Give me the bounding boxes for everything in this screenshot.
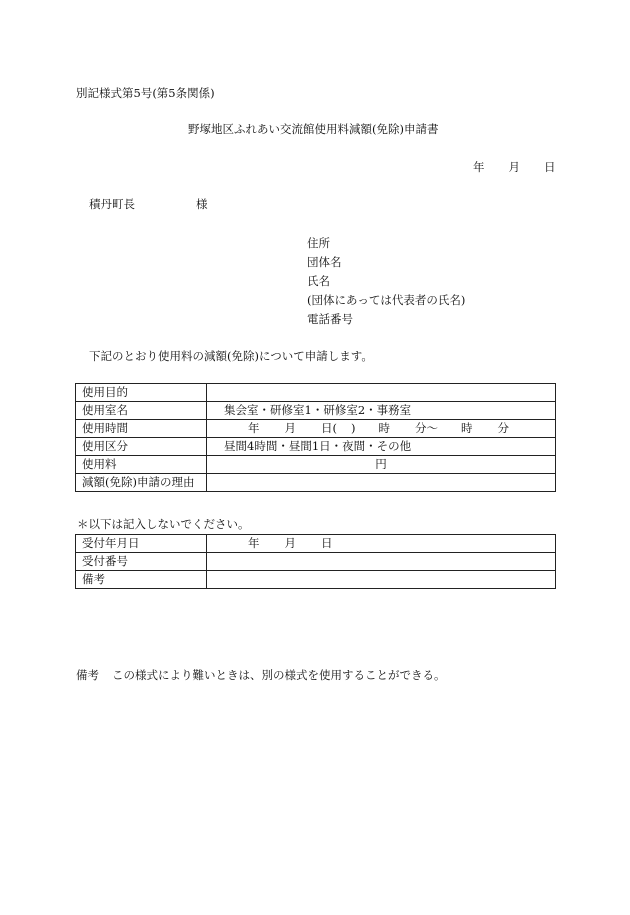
footer-text: この様式により難いときは、別の様式を使用することができる。 <box>112 668 446 682</box>
remarks-value <box>207 571 556 589</box>
received-date-value <box>207 535 556 553</box>
reason-value[interactable] <box>207 474 556 492</box>
applicant-group-label: 団体名 <box>307 255 342 269</box>
time-label: 使用時間 <box>76 420 207 438</box>
remarks-label: 備考 <box>76 571 207 589</box>
time-year: 年 <box>248 421 260 435</box>
date-line <box>473 160 556 175</box>
received-year: 年 <box>248 536 260 550</box>
addressee-name: 積丹町長 <box>89 197 135 211</box>
intro-text: 下記のとおり使用料の減額(免除)について申請します。 <box>89 349 373 363</box>
room-value[interactable]: 集会室・研修室1・研修室2・事務室 <box>207 402 556 420</box>
received-no-label: 受付番号 <box>76 553 207 571</box>
table-row <box>76 474 556 492</box>
addressee-honorific: 様 <box>196 197 208 211</box>
table-row <box>76 402 556 420</box>
received-day: 日 <box>321 536 333 550</box>
time-start-hour: 時 <box>378 421 390 435</box>
office-table <box>75 534 556 589</box>
received-month: 月 <box>284 536 296 550</box>
reason-label: 減額(免除)申請の理由 <box>76 474 207 492</box>
purpose-value[interactable] <box>207 384 556 402</box>
received-date-label: 受付年月日 <box>76 535 207 553</box>
form-number: 別記様式第5号(第5条関係) <box>76 86 215 100</box>
table-row <box>76 571 556 589</box>
fee-value[interactable]: 円 <box>207 456 556 474</box>
time-value[interactable] <box>207 420 556 438</box>
date-day: 日 <box>544 160 556 174</box>
purpose-label: 使用目的 <box>76 384 207 402</box>
table-row <box>76 456 556 474</box>
date-year: 年 <box>473 160 485 174</box>
document-title: 野塚地区ふれあい交流館使用料減額(免除)申請書 <box>188 122 439 136</box>
applicant-name-label: 氏名 <box>307 274 330 288</box>
received-no-value <box>207 553 556 571</box>
date-month: 月 <box>508 160 520 174</box>
table-row <box>76 384 556 402</box>
applicant-phone-label: 電話番号 <box>307 312 353 326</box>
footer-label: 備考 <box>76 668 99 682</box>
time-paren-close: ) <box>351 421 356 435</box>
applicant-rep-note: (団体にあっては代表者の氏名) <box>307 293 466 307</box>
time-month: 月 <box>284 421 296 435</box>
time-end-hour: 時 <box>461 421 473 435</box>
time-day: 日( <box>321 421 337 435</box>
table-row <box>76 553 556 571</box>
footer-note <box>76 668 446 683</box>
table-row <box>76 535 556 553</box>
applicant-address-label: 住所 <box>307 236 330 250</box>
fee-label: 使用料 <box>76 456 207 474</box>
office-note: ＊以下は記入しないでください。 <box>77 517 250 531</box>
table-row <box>76 438 556 456</box>
category-value[interactable]: 昼間4時間・昼間1日・夜間・その他 <box>207 438 556 456</box>
main-table <box>75 383 556 492</box>
time-end-minute: 分 <box>497 421 509 435</box>
time-start-minute: 分〜 <box>415 421 438 435</box>
table-row <box>76 420 556 438</box>
category-label: 使用区分 <box>76 438 207 456</box>
room-label: 使用室名 <box>76 402 207 420</box>
